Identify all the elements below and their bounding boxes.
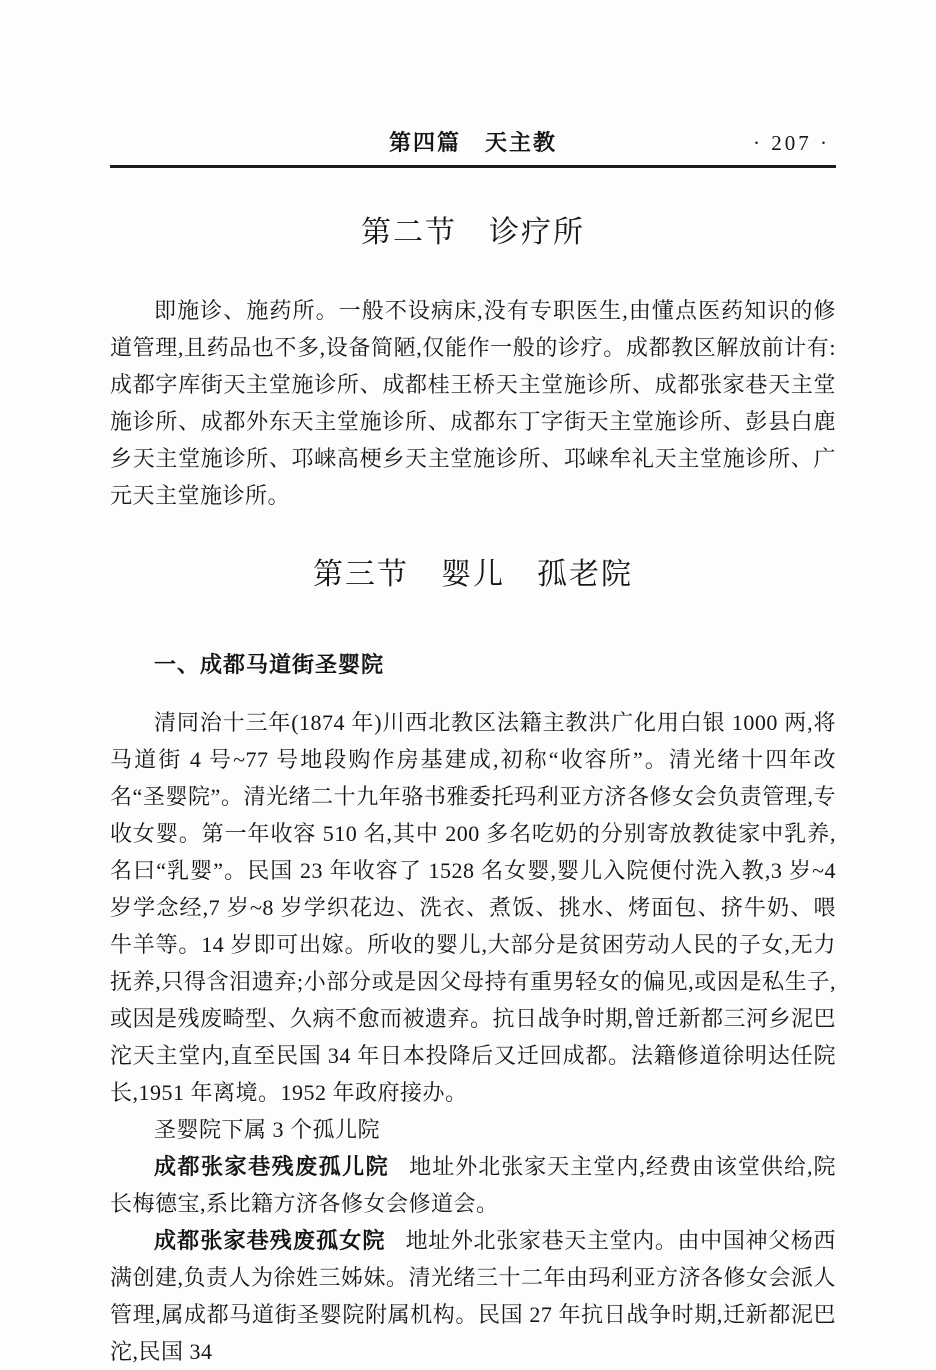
orphanage-2-description: 地址外北张家巷天主堂内。由中国神父杨西满创建,负责人为徐姓三姊妹。清光绪三十二年由玛利亚方济各修女会派人管理,属成都马道街圣婴院附属机构。民国 27 年抗日战争时期,迁新都泥巴沱,民国 34 (110, 1228, 837, 1364)
orphanage-entry-2 (110, 1222, 836, 1370)
subsection-1-title: 一、成都马道街圣婴院 (154, 652, 385, 677)
section-2-paragraph: 即施诊、施药所。一般不设病床,没有专职医生,由懂点医药知识的修道管理,且药品也不多,设备简陋,仅能作一般的诊疗。成都教区解放前计有:成都字库街天主堂施诊所、成都桂王桥天主堂施诊所、成都张家巷天主堂施诊所、成都外东天主堂施诊所、成都东丁字街天主堂施诊所、彭县白鹿乡天主堂施诊所、邛崃高梗乡天主堂施诊所、邛崃牟礼天主堂施诊所、广元天主堂施诊所。 (110, 298, 836, 508)
running-header (110, 0, 836, 160)
orphanage-intro-line: 圣婴院下属 3 个孤儿院 (154, 1117, 381, 1142)
running-header-chapter-title: 第四篇 天主教 (388, 130, 558, 155)
subsection-1-paragraph: 清同治十三年(1874 年)川西北教区法籍主教洪广化用白银 1000 两,将马道街 4 号~77 号地段购作房基建成,初称“收容所”。清光绪十四年改名“圣婴院”。清光绪二十九年骆书雅委托玛利亚方济各修女会负责管理,专收女婴。第一年收容 510 名,其中 200 多名吃奶的分别寄放教徒家中乳养,名曰“乳婴”。民国 23 年收容了 1528 名女婴,婴儿入院便付洗入教,3 岁~4 岁学念经,7 岁~8 岁学织花边、洗衣、煮饭、挑水、烤面包、挤牛奶、喂牛羊等。14 岁即可出嫁。所收的婴儿,大部分是贫困劳动人民的子女,无力抚养,只得含泪遗弃;小部分或是因父母持有重男轻女的偏见,或因是私生子,或因是残废畸型、久病不愈而被遗弃。抗日战争时期,曾迁新都三河乡泥巴沱天主堂内,直至民国 34 年日本投降后又迁回成都。法籍修道徐明达任院长,1951 年离境。1952 年政府接办。 (110, 710, 837, 1105)
section-3-title: 第三节 婴儿 孤老院 (313, 558, 633, 591)
orphanage-1-description: 地址外北张家天主堂内,经费由该堂供给,院长梅德宝,系比籍方济各修女会修道会。 (110, 1154, 836, 1216)
section-2-title: 第二节 诊疗所 (361, 216, 585, 249)
header-rule (110, 165, 836, 168)
orphanage-1-name: 成都张家巷残废孤儿院 (154, 1154, 390, 1179)
page-number: · 207 · (753, 131, 830, 155)
orphanage-2-name: 成都张家巷残废孤女院 (154, 1228, 386, 1253)
orphanage-entry-1 (110, 1148, 836, 1222)
